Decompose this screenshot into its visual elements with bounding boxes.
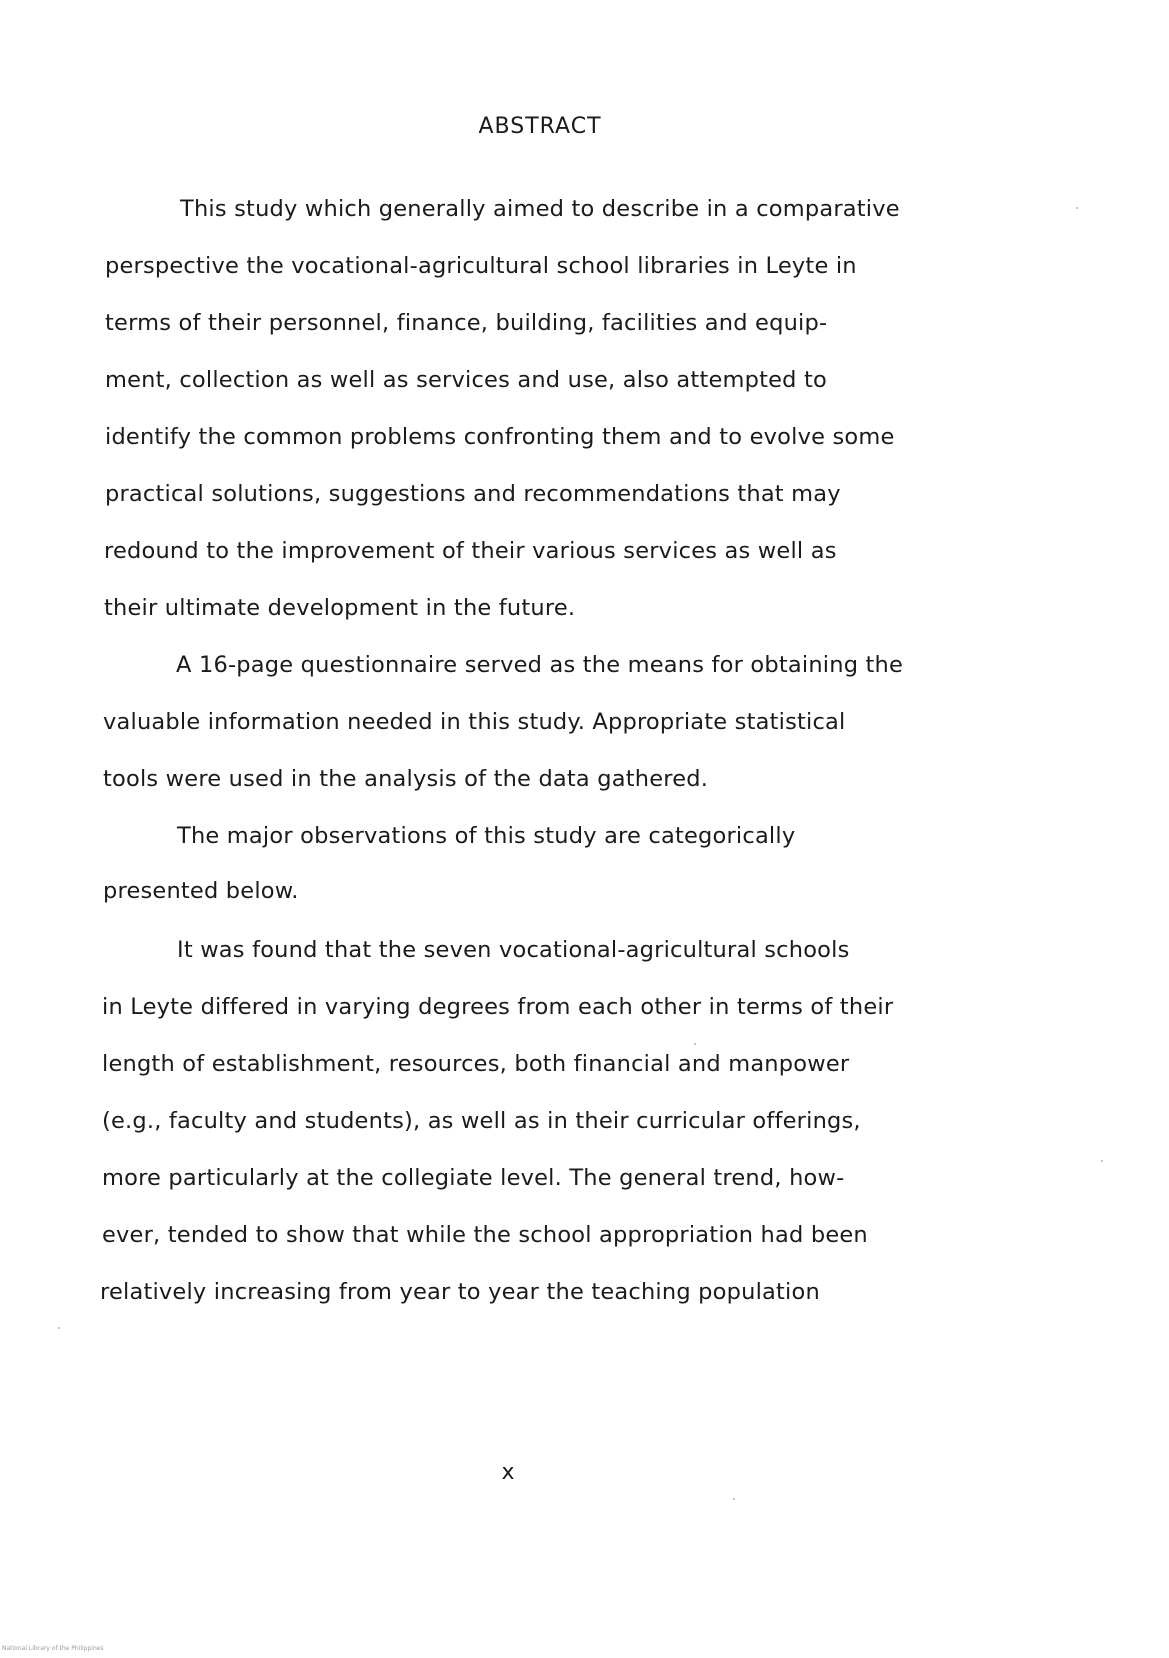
text-line: valuable information needed in this study. Appropriate statistical xyxy=(103,709,846,735)
text-line: ever, tended to show that while the school appropriation had been xyxy=(102,1222,868,1248)
text-line: relatively increasing from year to year the teaching population xyxy=(100,1279,820,1305)
page-title: ABSTRACT xyxy=(478,114,602,139)
footer-watermark: National Library of the Philippines xyxy=(2,1645,104,1652)
page-number: x xyxy=(501,1460,515,1485)
text-line: their ultimate development in the future. xyxy=(104,595,576,621)
text-line: more particularly at the collegiate level. The general trend, how- xyxy=(102,1165,845,1191)
text-line: presented below. xyxy=(103,878,299,904)
text-line: redound to the improvement of their various services as well as xyxy=(104,538,837,564)
text-line: in Leyte differed in varying degrees from each other in terms of their xyxy=(102,994,894,1020)
text-line: practical solutions, suggestions and recommendations that may xyxy=(105,481,841,507)
text-line: A 16-page questionnaire served as the means for obtaining the xyxy=(176,652,904,678)
text-line: perspective the vocational-agricultural school libraries in Leyte in xyxy=(105,253,857,279)
text-line: The major observations of this study are categorically xyxy=(177,823,796,849)
text-line: identify the common problems confronting them and to evolve some xyxy=(105,424,895,450)
scan-speck xyxy=(58,1327,60,1329)
text-line: length of establishment, resources, both financial and manpower xyxy=(102,1051,850,1077)
text-line: This study which generally aimed to describe in a comparative xyxy=(180,196,900,222)
scan-speck xyxy=(1101,1160,1103,1162)
text-line: tools were used in the analysis of the data gathered. xyxy=(103,766,709,792)
scan-speck xyxy=(733,1498,735,1500)
scan-speck xyxy=(1076,207,1078,209)
text-line: (e.g., faculty and students), as well as in their curricular offerings, xyxy=(102,1108,861,1134)
scan-speck xyxy=(694,1043,696,1045)
text-line: It was found that the seven vocational-agricultural schools xyxy=(177,937,850,963)
text-line: ment, collection as well as services and use, also attempted to xyxy=(105,367,827,393)
text-line: terms of their personnel, finance, building, facilities and equip- xyxy=(105,310,828,336)
